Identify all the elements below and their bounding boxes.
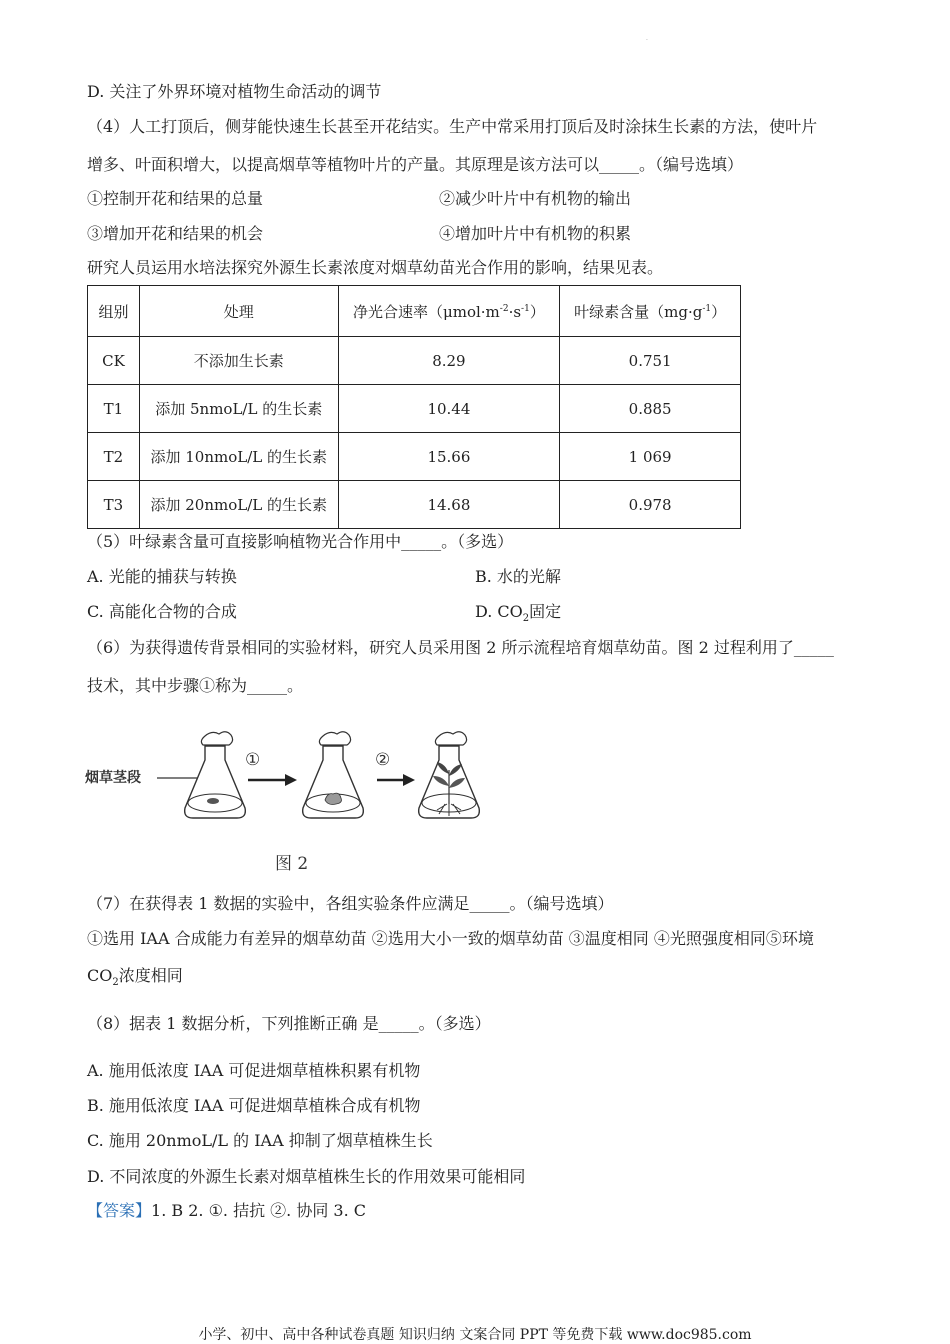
question-7-options: ①选用 IAA 合成能力有差异的烟草幼苗 ②选用大小一致的烟草幼苗 ③温度相同 ④光照强度相同⑤环境 — [87, 929, 814, 948]
arrowhead-icon — [285, 774, 297, 786]
table-row — [88, 481, 741, 529]
q8-option-a: A. 施用低浓度 IAA 可促进烟草植株积累有机物 — [87, 1061, 421, 1080]
question-4-line-1: （4）人工打顶后，侧芽能快速生长甚至开花结实。生产中常采用打顶后及时涂抹生长素的方法，使叶片 — [87, 117, 818, 136]
cell-rate: 15.66 — [338, 433, 560, 481]
header-net-photosynthesis: 净光合速率$(\mu mol\cdot m^{-2}\cdot s^{-1})$ — [338, 286, 560, 337]
cell-group: CK — [88, 337, 140, 385]
page-dot: · — [646, 37, 648, 44]
flask-icon — [303, 732, 364, 818]
figure-label-stem: 烟草茎段 — [85, 770, 141, 786]
stem-segment-icon — [207, 798, 219, 804]
cell-chlorophyll: 1 069 — [560, 433, 741, 481]
cell-treatment: 添加 5nmoL/L 的生长素 — [139, 385, 338, 433]
question-6-line-1: （6）为获得遗传背景相同的实验材料，研究人员采用图 2 所示流程培育烟草幼苗。图 2 过程利用了_____ — [87, 638, 834, 657]
cell-treatment: 添加 20nmoL/L 的生长素 — [139, 481, 338, 529]
table-intro: 研究人员运用水培法探究外源生长素浓度对烟草幼苗光合作用的影响，结果见表。 — [87, 258, 664, 277]
figure-caption: 图 2 — [275, 854, 309, 874]
table-header-row — [88, 286, 741, 337]
header-treatment: 处理 — [139, 286, 338, 337]
q8-option-c: C. 施用 20nmoL/L 的 IAA 抑制了烟草植株生长 — [87, 1131, 433, 1150]
header-group: 组别 — [88, 286, 140, 337]
cell-chlorophyll: 0.885 — [560, 385, 741, 433]
cell-rate: 10.44 — [338, 385, 560, 433]
header-chlorophyll: 叶绿素含量$(mg\cdot g^{-1})$ — [560, 286, 741, 337]
answer-line — [87, 1201, 366, 1221]
step-2-label: ② — [375, 750, 391, 770]
flask-icon — [419, 732, 480, 818]
q5-option-a: A. 光能的捕获与转换 — [87, 567, 237, 586]
question-5: （5）叶绿素含量可直接影响植物光合作用中_____。（多选） — [87, 532, 514, 551]
answer-text: 1. B 2. ①. 拮抗 ②. 协同 3. C — [151, 1201, 367, 1220]
table-row — [88, 385, 741, 433]
table-row — [88, 433, 741, 481]
question-4-line-2: 增多、叶面积增大，以提高烟草等植物叶片的产量。其原理是该方法可以_____。（编号选填） — [87, 155, 744, 174]
q4-option-1: ①控制开花和结果的总量 — [87, 189, 264, 208]
answer-tag: 【答案】 — [87, 1201, 152, 1220]
cell-group: T3 — [88, 481, 140, 529]
arrowhead-icon — [403, 774, 415, 786]
question-6-line-2: 技术，其中步骤①称为_____。 — [87, 676, 304, 695]
results-table — [87, 285, 741, 529]
page-footer: 小学、初中、高中各种试卷真题 知识归纳 文案合同 PPT 等免费下载 www.doc985.com — [198, 1327, 752, 1343]
q5-option-d: D. $CO_2$固定 — [475, 602, 562, 625]
q5-option-b: B. 水的光解 — [475, 567, 561, 586]
cell-chlorophyll: 0.751 — [560, 337, 741, 385]
cell-treatment: 不添加生长素 — [139, 337, 338, 385]
q4-option-4: ④增加叶片中有机物的积累 — [439, 224, 632, 243]
cell-treatment: 添加 10nmoL/L 的生长素 — [139, 433, 338, 481]
flask-icon — [185, 732, 246, 818]
cell-chlorophyll: 0.978 — [560, 481, 741, 529]
cell-group: T1 — [88, 385, 140, 433]
question-7: （7）在获得表 1 数据的实验中，各组实验条件应满足_____。（编号选填） — [87, 894, 614, 913]
q4-option-2: ②减少叶片中有机物的输出 — [439, 189, 632, 208]
cell-group: T2 — [88, 433, 140, 481]
option-d-previous: D. 关注了外界环境对植物生命活动的调节 — [87, 82, 382, 101]
question-7-options-cont: $CO_2$浓度相同 — [87, 966, 183, 989]
q4-option-3: ③增加开花和结果的机会 — [87, 224, 264, 243]
figure-2-tissue-culture — [85, 730, 505, 875]
step-1-label: ① — [245, 750, 261, 770]
table-row — [88, 337, 741, 385]
question-8: （8）据表 1 数据分析，下列推断正确 是_____。（多选） — [87, 1014, 491, 1033]
cell-rate: 14.68 — [338, 481, 560, 529]
q8-option-d: D. 不同浓度的外源生长素对烟草植株生长的作用效果可能相同 — [87, 1167, 526, 1186]
q8-option-b: B. 施用低浓度 IAA 可促进烟草植株合成有机物 — [87, 1096, 421, 1115]
q5-option-c: C. 高能化合物的合成 — [87, 602, 237, 621]
cell-rate: 8.29 — [338, 337, 560, 385]
